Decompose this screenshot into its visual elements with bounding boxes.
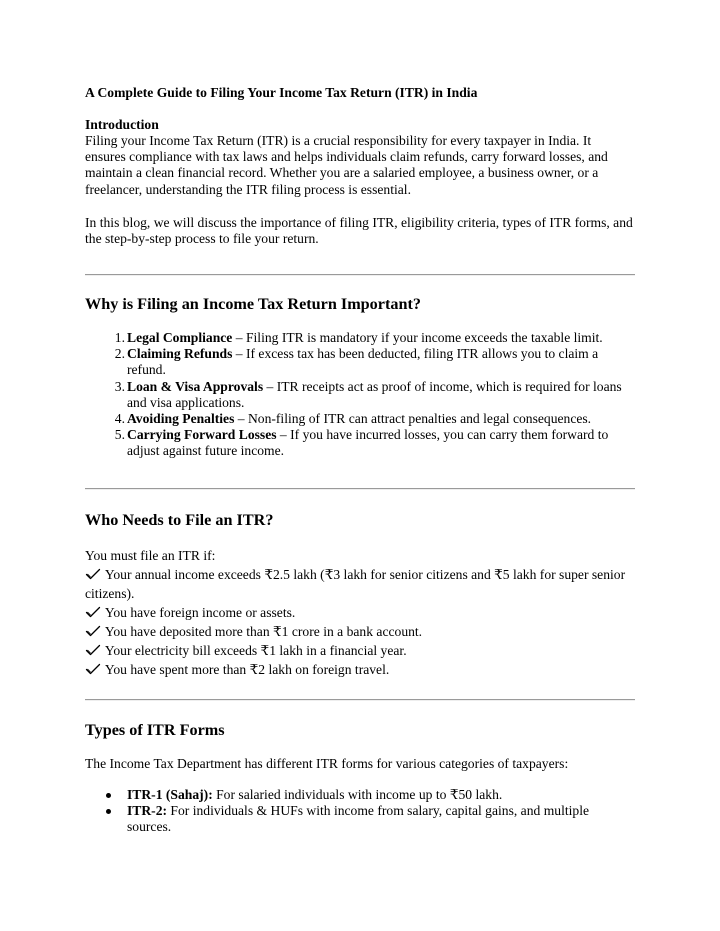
who-intro-text: You must file an ITR if: (85, 548, 216, 563)
criteria-item (85, 565, 635, 603)
list-item (127, 787, 635, 803)
list-item-term: Carrying Forward Losses (127, 427, 277, 443)
list-item (114, 346, 635, 378)
list-item-text: – If you have incurred losses, you can carry them forward to adjust against future income. (127, 427, 609, 459)
form-name: ITR-2: (127, 803, 168, 819)
list-item (114, 378, 635, 411)
list-item-text: – Non-filing of ITR can attract penalties and legal consequences. (234, 411, 592, 427)
introduction-heading: Introduction (85, 117, 159, 132)
criteria-text: You have foreign income or assets. (102, 605, 296, 620)
list-number: 5. (114, 427, 125, 443)
who-section-heading: Who Needs to File an ITR? (85, 511, 274, 529)
form-description: For salaried individuals with income up to ₹50 lakh. (212, 787, 503, 802)
types-intro-text: The Income Tax Department has different ITR forms for various categories of taxpayers: (85, 756, 569, 771)
list-number: 2. (114, 346, 125, 362)
reasons-list (85, 330, 635, 460)
bullet-icon (106, 809, 111, 814)
form-name: ITR-1 (Sahaj): (127, 787, 213, 802)
list-number: 1. (114, 330, 125, 345)
list-number: 4. (114, 411, 125, 427)
horizontal-divider (85, 699, 635, 701)
list-number: 3. (114, 378, 125, 394)
check-mark-icon (85, 606, 101, 618)
check-mark-icon (85, 644, 101, 656)
criteria-item (85, 622, 635, 641)
introduction-paragraph-1: Filing your Income Tax Return (ITR) is a crucial responsibility for every taxpayer in India. It ensures compliance with tax laws and helps individuals claim refunds, carry forward losses, and maintain a clean financial record. Whether you are a salaried employee, a business owner, or a freelancer, understanding the ITR filing process is essential. (85, 133, 608, 197)
list-item-term: Loan & Visa Approvals (127, 378, 264, 394)
criteria-text: You have deposited more than ₹1 crore in a bank account. (102, 624, 423, 639)
check-mark-icon (85, 568, 101, 580)
list-item-text: – If excess tax has been deducted, filing ITR allows you to claim a refund. (127, 346, 599, 378)
list-item-term: Claiming Refunds (127, 346, 233, 362)
criteria-text: Your annual income exceeds ₹2.5 lakh (₹3 lakh for senior citizens and ₹5 lakh for super senior citizens). (85, 567, 626, 601)
list-item (114, 411, 635, 427)
introduction-paragraph-2: In this blog, we will discuss the importance of filing ITR, eligibility criteria, types of ITR forms, and the step-by-step process to file your return. (85, 215, 633, 247)
list-item-text: – Filing ITR is mandatory if your income exceeds the taxable limit. (232, 330, 603, 345)
criteria-item (85, 660, 635, 679)
list-item-term: Avoiding Penalties (127, 411, 235, 427)
criteria-item (85, 641, 635, 660)
list-item (114, 427, 635, 459)
criteria-item (85, 603, 635, 622)
who-criteria-block (85, 546, 635, 679)
why-section-heading: Why is Filing an Income Tax Return Important? (85, 295, 421, 313)
list-item (114, 330, 635, 346)
types-section-heading: Types of ITR Forms (85, 721, 225, 739)
criteria-text: Your electricity bill exceeds ₹1 lakh in a financial year. (102, 643, 407, 658)
criteria-text: You have spent more than ₹2 lakh on foreign travel. (102, 662, 390, 677)
check-mark-icon (85, 625, 101, 637)
list-item (127, 803, 635, 835)
list-item-text: – ITR receipts act as proof of income, which is required for loans and visa applications. (127, 378, 622, 410)
form-description: For individuals & HUFs with income from salary, capital gains, and multiple sources. (127, 803, 590, 835)
list-item-term: Legal Compliance (127, 330, 233, 345)
itr-forms-list (85, 787, 635, 836)
horizontal-divider (85, 488, 635, 490)
bullet-icon (106, 793, 111, 798)
check-mark-icon (85, 663, 101, 675)
horizontal-divider (85, 274, 635, 276)
document-title: A Complete Guide to Filing Your Income Tax Return (ITR) in India (85, 85, 478, 100)
